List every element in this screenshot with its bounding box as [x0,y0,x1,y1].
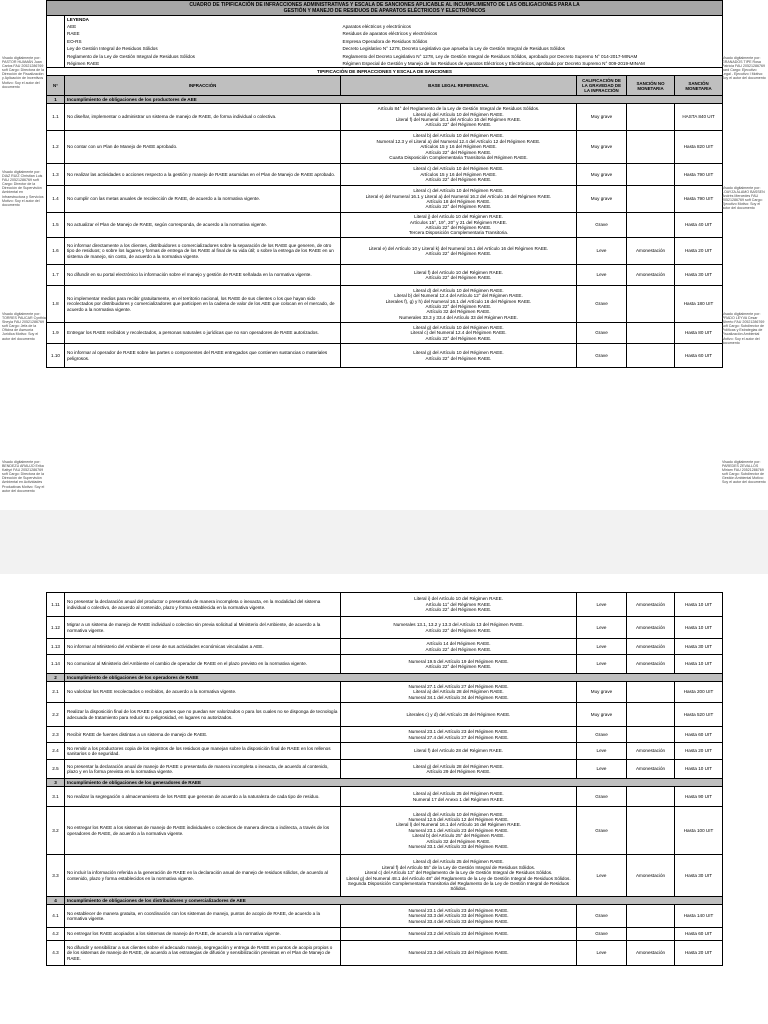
digital-signature-stamp: Visado digitalmente por: BENDEZU ARAUJO Erika Kattyri FAU 20521286769 soft Cargo: Directora de la Dirección de Supervisión Ambiental en Actividades Productivas Motivo: Soy el autor del documento [2,460,45,493]
monetary-sanction: Hasta 10 UIT [675,593,723,617]
infraction-text: Migrar a un sistema de manejo de RAEE individual o colectivo sin previa solicitud al Ministerio del Ambiente, de acuerdo a la normativa vigente. [65,617,341,639]
monetary-sanction: Hasta 20 UIT [675,238,723,265]
non-monetary-sanction [627,682,675,703]
infraction-text: No informar al Ministerio del Ambiente el cese de sus actividades económicas vinculadas a AEE. [65,639,341,655]
infraction-text: No valorizar los RAEE recolectados o recibidos, de acuerdo a la normativa vigente. [65,682,341,703]
document-title: CUADRO DE TIPIFICACIÓN DE INFRACCIONES ADMINISTRATIVAS Y ESCALA DE SANCIONES APLICABLE AL INCUMPLIMIENTO DE LAS OBLIGACIONES PARA LA GESTIÓN Y MANEJO DE RESIDUOS DE APARATOS ELÉCTRICOS Y ELECTRÓNICOS [47,1,723,16]
section-row [47,674,723,682]
row-number: 1.2 [47,131,65,164]
non-monetary-sanction: Amonestación [627,941,675,966]
legend-value: Aparatos eléctricos y electrónicos [341,23,723,31]
header-sancion-no-monetaria: SANCIÓN NO MONETARIA [627,76,675,96]
legend-value: Decreto Legislativo N° 1278, Decreto Legislativo que aprueba la Ley de Gestión Integral de Residuos Sólidos [341,45,723,53]
legend-key: Ley de Gestión Integral de Residuos Sólidos [65,45,341,53]
infraction-text: No informar directamente a los clientes, distribuidores o comercializadores sobre la separación de los RAEE que generen, de otro tipo de residuos; o sobre los lugares y formas de entrega de los RAEE al final de su vida útil; o sobre la entrega de los RAEE en un sistema de manejo, sin costo, de acuerdo a la normativa vigente. [65,238,341,265]
infraction-text: No actualizar el Plan de Manejo de RAEE, según corresponda, de acuerdo a la normativa vigente. [65,213,341,238]
row-number: 3.1 [47,787,65,807]
legal-basis: Numeral 23.3 del Artículo 23 del Régimen RAEE. [341,941,577,966]
digital-signature-stamp: Visado digitalmente por: TORRES PAUCAR Cynthia Sheyla FAU 20521286769 soft Cargo: Jefa de la Oficina de Asesoría Jurídica Motivo: Soy el autor del documento [2,312,46,341]
table-row [47,286,723,323]
legal-basis: Literal g) del Artículo 28 del Régimen RAEE. Artículo 29 del Régimen RAEE. [341,760,577,779]
table-row [47,344,723,368]
section-number: 1 [47,96,65,104]
table-row [47,727,723,743]
monetary-sanction: Hasta 520 UIT [675,703,723,727]
monetary-sanction: Hasta 820 UIT [675,131,723,164]
legal-basis: Literal i) del Artículo 10 del Régimen RAEE. Artículo 11° del Régimen RAEE. Artículo 22° del Régimen RAEE. [341,593,577,617]
section-number: 3 [47,779,65,787]
table-row [47,928,723,941]
table-row [47,131,723,164]
row-number: 1.1 [47,104,65,131]
legend-key: AEE [65,23,341,31]
legend-key: EO-RS [65,38,341,46]
severity-rating: Leve [577,639,627,655]
row-number: 1.11 [47,593,65,617]
monetary-sanction: Hasta 790 UIT [675,164,723,186]
non-monetary-sanction [627,703,675,727]
legal-basis: Literal e) del Artículo 10 y Literal k) del Numeral 16.1 del Artículo 16 del Régimen RAEE. Artículo 22° del Régimen RAEE. [341,238,577,265]
section-title: Incumplimiento de obligaciones de los operadores de RAEE [65,674,723,682]
row-number: 3.2 [47,807,65,855]
non-monetary-sanction [627,286,675,323]
infractions-table-page-1 [46,0,723,368]
severity-rating: Muy grave [577,104,627,131]
section-row [47,779,723,787]
legal-basis: Literal d) del Artículo 25 del Régimen RAEE. Literal f) del Artículo 55° de la Ley de Gestión Integral de Residuos Sólidos. Literal c) del Artículo 13° del Reglamento de la Ley de Gestión Integral de Residuos Sólidos. Literal g) del Numeral 48.1 del Artículo 48° del Reglamento de la Ley de Gestión Integral de Residuos Sólidos. Segunda Disposición Complementaria Transitoria del Reglamento de la Ley de Gestión Integral de Residuos Sólidos. [341,855,577,897]
legend-heading: LEYENDA [65,16,723,23]
row-number: 4.2 [47,928,65,941]
non-monetary-sanction: Amonestación [627,617,675,639]
monetary-sanction: Hasta 60 UIT [675,344,723,368]
non-monetary-sanction [627,787,675,807]
table-row [47,807,723,855]
section-row [47,897,723,905]
severity-rating: Leve [577,593,627,617]
row-number: 2.1 [47,682,65,703]
infraction-text: No establecer de manera gratuita, en coordinación con los sistemas de manejo, puntos de acopio de RAEE, de acuerdo a la normativa vigente. [65,905,341,928]
legal-basis: Artículo 84° del Reglamento de la Ley de Gestión Integral de Residuos Sólidos. Literal a) del Artículo 10 del Régimen RAEE. Literal f) del Numeral 16.1 del Artículo 16 del Régimen RAEE. Artículo 22° del Régimen RAEE. [341,104,577,131]
table-row [47,787,723,807]
digital-signature-stamp: Visado digitalmente por: PRADO LEYVA Cesar Alberto FAU 20521286769 soft Cargo: Subdirector de Políticas y Estrategias de Fiscalización Ambiental Motivo: Soy el autor del documento [722,312,765,345]
infraction-text: Recibir RAEE de fuentes distintas a un sistema de manejo de RAEE. [65,727,341,743]
severity-rating: Leve [577,617,627,639]
monetary-sanction: Hasta 180 UIT [675,286,723,323]
non-monetary-sanction [627,928,675,941]
severity-rating: Leve [577,743,627,760]
non-monetary-sanction [627,131,675,164]
non-monetary-sanction [627,164,675,186]
table-row [47,186,723,213]
row-number: 1.8 [47,286,65,323]
table-row [47,743,723,760]
legend-row [47,38,723,46]
monetary-sanction: Hasta 140 UIT [675,905,723,928]
non-monetary-sanction: Amonestación [627,639,675,655]
severity-rating: Grave [577,727,627,743]
infraction-text: No presentar la declaración anual de manejo de RAEE o presentarla de manera incompleta o inexacta, de acuerdo al contenido, plazo y en la forma prevista en la normativa vigente. [65,760,341,779]
row-number: 1.12 [47,617,65,639]
legend-row [47,45,723,53]
legal-basis: Artículo 14 del Régimen RAEE. Artículo 22° del Régimen RAEE. [341,639,577,655]
monetary-sanction: HASTA 840 UIT [675,104,723,131]
non-monetary-sanction: Amonestación [627,855,675,897]
severity-rating: Grave [577,787,627,807]
severity-rating: Leve [577,655,627,674]
legend [47,23,723,68]
header-infraccion: INFRACCIÓN [65,76,341,96]
header-sancion-monetaria: SANCIÓN MONETARIA [675,76,723,96]
table-row [47,238,723,265]
row-number: 1.10 [47,344,65,368]
legend-key: Régimen RAEE [65,60,341,68]
severity-rating: Grave [577,344,627,368]
row-number: 2.3 [47,727,65,743]
legend-row [47,53,723,61]
legal-basis: Literal d) del Artículo 10 del Régimen RAEE. Literal b) del Numeral 12.4 del Artículo 12° del Régimen RAEE. Literales f), g) y h) del Numeral 16.1 del Artículo 16 del Régimen RAEE. Artículo 22° del Régimen RAEE. Artículo 32 del Régimen RAEE. Numerales 33.3 y 33.4 del Artículo 33 del Régimen RAEE. [341,286,577,323]
infraction-text: No contar con un Plan de Manejo de RAEE aprobado. [65,131,341,164]
table-body-page-1 [47,96,723,368]
severity-rating: Grave [577,286,627,323]
page-gap [0,510,768,574]
legal-basis: Numeral 23.1 del Artículo 23 del Régimen RAEE. Numeral 27.4 del Artículo 27 del Régimen RAEE. [341,727,577,743]
severity-rating: Grave [577,807,627,855]
document-page-2 [0,574,768,1024]
row-number: 1.4 [47,186,65,213]
infraction-text: No entregar los RAEE acopiados a los sistemas de manejo de RAEE, de acuerdo a la normativa vigente. [65,928,341,941]
table-row [47,617,723,639]
infraction-text: No implementar medios para recibir gratuitamente, en el territorio nacional, los RAEE de sus clientes o los que hayan sido recolectados por distribuidores y comercializadores que participen en la cadena de valor de los AEE que colocan en el mercado, de acuerdo a la normativa vigente. [65,286,341,323]
legend-key: RAEE [65,30,341,38]
monetary-sanction: Hasta 60 UIT [675,727,723,743]
non-monetary-sanction: Amonestación [627,265,675,286]
legal-basis: Literal j) del Artículo 10 del Régimen RAEE. Artículos 15°, 19°, 20° y 21 del Régimen RAEE. Artículo 22° del Régimen RAEE. Tercera Disposición Complementaria Transitoria. [341,213,577,238]
table-row [47,655,723,674]
infraction-text: No presentar la declaración anual del productor o presentarla de manera incompleta o inexacta, en la modalidad del sistema individual o colectivo, de acuerdo al contenido, plazo y forma establecida en la normativa vigente. [65,593,341,617]
row-number: 2.4 [47,743,65,760]
row-number: 1.7 [47,265,65,286]
header-n: N° [47,76,65,96]
severity-rating: Leve [577,238,627,265]
section-title: Incumplimiento de obligaciones de los distribuidores y comercializadores de AEE [65,897,723,905]
severity-rating: Muy grave [577,131,627,164]
table-row [47,941,723,966]
legal-basis: Literal g) del Artículo 10 del Régimen RAEE. Literal c) del Numeral 12.4 del Régimen RAEE. Artículo 22° del Régimen RAEE. [341,323,577,344]
row-number: 4.1 [47,905,65,928]
legal-basis: Literal f) del Artículo 10 del Régimen RAEE. Artículo 22° del Régimen RAEE. [341,265,577,286]
infraction-text: No realizar la segregación o almacenamiento de los RAEE que generan de acuerdo a la naturaleza de cada tipo de residuo. [65,787,341,807]
infraction-text: Entregar los RAEE recibidos y recolectados, a personas naturales o jurídicas que no son operadores de RAEE autorizados. [65,323,341,344]
digital-signature-stamp: Visado digitalmente por: DIAZ RUIZ Christian Luis FAU 20521286769 soft Cargo: Director de la Dirección de Supervisión Ambiental en Infraestructura y Servicios Motivo: Soy el autor del documento [2,170,44,207]
table-row [47,323,723,344]
table-row [47,639,723,655]
row-number: 3.3 [47,855,65,897]
table-row [47,265,723,286]
non-monetary-sanction [627,807,675,855]
non-monetary-sanction [627,323,675,344]
table-subtitle: TIPIFICACIÓN DE INFRACCIONES Y ESCALA DE SANCIONES [47,68,723,76]
table-row [47,905,723,928]
row-number: 2.5 [47,760,65,779]
legend-key: Reglamento de la Ley de Gestión Integral de Residuos Sólidos [65,53,341,61]
table-row [47,104,723,131]
monetary-sanction: Hasta 30 UIT [675,265,723,286]
non-monetary-sanction [627,186,675,213]
header-base-legal: BASE LEGAL REFERENCIAL [341,76,577,96]
legal-basis: Literales c) y d) del Artículo 28 del Régimen RAEE. [341,703,577,727]
severity-rating: Grave [577,905,627,928]
legal-basis: Literal c) del Artículo 10 del Régimen RAEE. Literal e) del Numeral 16.1 y Literal a) del Numeral 16.2 del Artículo 16 del Régimen RAEE. Artículo 18 del Régimen RAEE. Artículo 22° del Régimen RAEE. [341,186,577,213]
section-number: 2 [47,674,65,682]
legal-basis: Numerales 13.1, 13.2 y 13.3 del Artículo 13 del Régimen RAEE. Artículo 22° del Régimen RAEE. [341,617,577,639]
table-row [47,703,723,727]
monetary-sanction: Hasta 10 UIT [675,655,723,674]
document-page-1 [0,0,768,510]
monetary-sanction: Hasta 30 UIT [675,855,723,897]
monetary-sanction: Hasta 20 UIT [675,941,723,966]
non-monetary-sanction [627,104,675,131]
monetary-sanction: Hasta 790 UIT [675,186,723,213]
monetary-sanction: Hasta 200 UIT [675,682,723,703]
legal-basis: Literal d) del Artículo 10 del Régimen RAEE. Numeral 12.5 del Artículo 12 del Régimen RAEE. Literal l) del Numeral 16.1 del Artículo 16 del Régimen RAEE. Numeral 23.1 del Artículo 23 del Régimen RAEE. Literal b) del Artículo 25° del Régimen RAEE. Artículo 32 del Régimen RAEE. Numeral 33.1 del Artículo 33 del Régimen RAEE. [341,807,577,855]
legal-basis: Numeral 23.2 del Artículo 23 del Régimen RAEE. [341,928,577,941]
row-number: 1.5 [47,213,65,238]
row-number: 1.14 [47,655,65,674]
severity-rating: Leve [577,855,627,897]
infraction-text: No incluir la información referida a la generación de RAEE en la declaración anual de manejo de residuos sólidos, de acuerdo al contenido, plazo y forma establecidos en la normativa vigente. [65,855,341,897]
infraction-text: No realizar las actividades o acciones respecto a la gestión y manejo de RAEE asumidas en el Plan de Manejo de RAEE aprobado. [65,164,341,186]
non-monetary-sanction [627,905,675,928]
row-number: 1.13 [47,639,65,655]
row-number: 1.6 [47,238,65,265]
infraction-text: No comunicar al Ministerio del Ambiente el cambio de operador de RAEE en el plazo previsto en la normativa vigente. [65,655,341,674]
table-row [47,213,723,238]
row-number: 1.3 [47,164,65,186]
table-row [47,855,723,897]
monetary-sanction: Hasta 80 UIT [675,323,723,344]
non-monetary-sanction: Amonestación [627,743,675,760]
legend-value: Empresa Operadora de Residuos Sólidos [341,38,723,46]
table-row [47,682,723,703]
severity-rating: Leve [577,265,627,286]
legend-value: Reglamento del Decreto Legislativo N° 1278, Ley de Gestión Integral de Residuos Sólidos, aprobado por Decreto Supremo N° 014-2017-MINAM [341,53,723,61]
severity-rating: Muy grave [577,164,627,186]
legend-value: Régimen Especial de Gestión y Manejo de los Residuos de Aparatos Eléctricos y Electrónicos, aprobado por Decreto Supremo N° 009-2019-MINAM [341,60,723,68]
legal-basis: Literal g) del Artículo 10 del Régimen RAEE. Artículo 22° del Régimen RAEE. [341,344,577,368]
monetary-sanction: Hasta 30 UIT [675,639,723,655]
legend-row [47,30,723,38]
non-monetary-sanction [627,344,675,368]
digital-signature-stamp: Visado digitalmente por: PAREDES ZEVALLOS Miriam FAU 20521286769 soft Cargo: Subdirector de Gestión Ambiental Motivo: Soy el autor del documento [722,460,766,485]
table-header-row [47,76,723,96]
severity-rating: Grave [577,213,627,238]
monetary-sanction: Hasta 60 UIT [675,928,723,941]
section-title: Incumplimiento de obligaciones de los productores de AEE [65,96,723,104]
non-monetary-sanction [627,213,675,238]
infraction-text: No remitir a los productores copia de los registros de los residuos que manejan sobre la disposición final de RAEE en los rellenos sanitarios o de seguridad. [65,743,341,760]
severity-rating: Grave [577,928,627,941]
legal-basis: Numeral 23.1 del Artículo 23 del Régimen RAEE. Numeral 33.3 del Artículo 33 del Régimen RAEE. Numeral 33.4 del Artículo 33 del Régimen RAEE. [341,905,577,928]
severity-rating: Leve [577,941,627,966]
table-row [47,593,723,617]
monetary-sanction: Hasta 40 UIT [675,213,723,238]
severity-rating: Leve [577,760,627,779]
legal-basis: Numeral 19.5 del Artículo 19 del Régimen RAEE. Artículo 22° del Régimen RAEE. [341,655,577,674]
non-monetary-sanction: Amonestación [627,238,675,265]
row-number: 2.2 [47,703,65,727]
legal-basis: Literal c) del Artículo 10 del Régimen RAEE. Artículos 15 y 16 del Régimen RAEE. Artículo 22° del Régimen RAEE. [341,164,577,186]
non-monetary-sanction: Amonestación [627,655,675,674]
legal-basis: Numeral 27.1 del Artículo 27 del Régimen RAEE. Literal a) del Artículo 28 del Régimen RAEE. Numeral 34.1 del Artículo 34 del Régimen RAEE. [341,682,577,703]
table-body-page-2 [47,593,723,966]
legend-value: Residuos de aparatos eléctricos y electrónicos [341,30,723,38]
severity-rating: Muy grave [577,682,627,703]
digital-signature-stamp: Visado digitalmente por: PASTOR HUAMÁN Juan Carlos FAU 20521286769 soft Cargo: Directora de la Dirección de Fiscalización y Aplicación de Incentivos Motivo: Soy el autor del documento [2,56,44,89]
non-monetary-sanction [627,727,675,743]
severity-rating: Grave [577,323,627,344]
monetary-sanction: Hasta 10 UIT [675,617,723,639]
non-monetary-sanction: Amonestación [627,593,675,617]
legal-basis: Literal a) del Artículo 25 del Régimen RAEE. Numeral 17 del Anexo 1 del Régimen RAEE. [341,787,577,807]
monetary-sanction: Hasta 90 UIT [675,787,723,807]
infraction-text: No difundir en su portal electrónico la información sobre el manejo y gestión de RAEE señalada en la normativa vigente. [65,265,341,286]
table-row [47,760,723,779]
severity-rating: Muy grave [577,703,627,727]
section-title: Incumplimiento de obligaciones de los generadores de RAEE [65,779,723,787]
severity-rating: Muy grave [577,186,627,213]
row-number: 4.3 [47,941,65,966]
infraction-text: No entregar los RAEE a los sistemas de manejo de RAEE individuales o colectivos de manera directa o indirecta, a través de los operadores de RAEE, de acuerdo a la normativa vigente. [65,807,341,855]
table-row [47,164,723,186]
infraction-text: No cumplir con las metas anuales de recolección de RAEE, de acuerdo a la normativa vigente. [65,186,341,213]
infraction-text: No difundir y sensibilizar a sus clientes sobre el adecuado manejo, segregación y entrega de RAEE en puntos de acopio propios o de los sistemas de manejo de RAEE, de acuerdo a las estrategias de difusión y sensibilización previstas en el Plan de Manejo de RAEE. [65,941,341,966]
legal-basis: Literal f) del Artículo 28 del Régimen RAEE. [341,743,577,760]
digital-signature-stamp: Visado digitalmente por: GRANADOS TIPE Rosa Patricia FAU 20521286769 hard Cargo: Ejecutivo Legal - Ejecutivo I Motivo: Soy el autor del documento [722,56,766,81]
section-number: 4 [47,897,65,905]
section-row [47,96,723,104]
digital-signature-stamp: Visado digitalmente por: LOAYZA ALAMO BASSEN Andrés Mercedes FAU 20521286769 soft Cargo: Ejecutivo Motivo: Soy el autor del documento [722,186,765,211]
infraction-text: No diseñar, implementar o administrar un sistema de manejo de RAEE, de forma individual o colectiva. [65,104,341,131]
infractions-table-page-2 [46,592,723,966]
monetary-sanction: Hasta 10 UIT [675,760,723,779]
header-calificacion: CALIFICACIÓN DE LA GRAVEDAD DE LA INFRACCIÓN [577,76,627,96]
legal-basis: Literal b) del Artículo 10 del Régimen RAEE. Numeral 12.3 y el Literal a) del Numeral 12.4 del Artículo 12 del Régimen RAEE. Artículos 15 y 16 del Régimen RAEE. Artículo 22° del Régimen RAEE. Cuarta Disposición Complementaria Transitoria del Régimen RAEE. [341,131,577,164]
monetary-sanction: Hasta 100 UIT [675,807,723,855]
monetary-sanction: Hasta 20 UIT [675,743,723,760]
infraction-text: No informar al operador de RAEE sobre las partes o componentes del RAEE entregados que contienen sustancias o materiales peligrosos. [65,344,341,368]
legend-row [47,60,723,68]
row-number: 1.9 [47,323,65,344]
legend-row [47,23,723,31]
infraction-text: Realizar la disposición final de los RAEE o sus partes que no puedan ser valorizados o para los cuales no se disponga de tecnología adecuada de tratamiento para reducir su peligrosidad, en lugares no autorizados. [65,703,341,727]
non-monetary-sanction: Amonestación [627,760,675,779]
